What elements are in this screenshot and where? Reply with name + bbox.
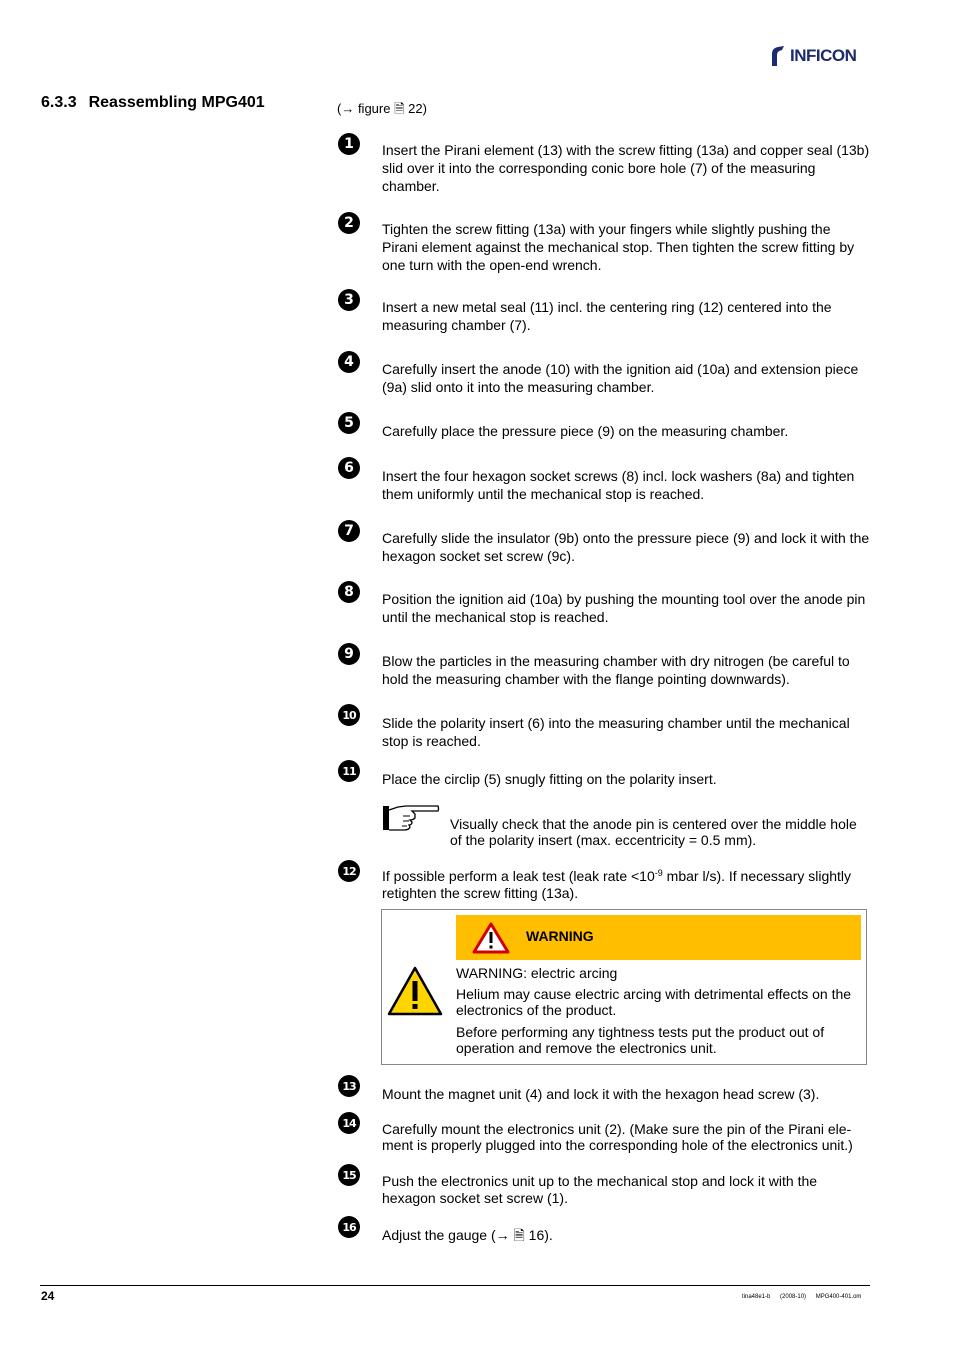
step-text-12-before: If possible perform a leak test (leak rate <10: [382, 868, 655, 884]
page-number: 24: [41, 1289, 55, 1303]
step-number-8: 8: [338, 581, 360, 603]
step-text-10: Slide the polarity insert (6) into the measuring chamber until the mechanical stop is reached.: [382, 715, 850, 749]
inficon-logo-mark-icon: [768, 44, 788, 68]
step-number-11: 11: [338, 760, 360, 782]
section-heading: [41, 94, 265, 112]
step-text-15: Push the electronics unit up to the mechanical stop and lock it with the hexagon socket set screw (1).: [382, 1173, 818, 1206]
step-text-1: Insert the Pirani element (13) with the screw fitting (13a) and copper seal (13b) slid over it into the corresponding conic bore hole (7) of the measuring chamber.: [382, 142, 870, 194]
pointing-hand-icon: [382, 802, 440, 832]
step-number-9: 9: [338, 643, 360, 665]
note-text: Visually check that the anode pin is centered over the middle hole of the polarity insert (max. eccentricity = 0.5 mm).: [450, 816, 857, 848]
step-text-8: Position the ignition aid (10a) by pushing the mounting tool over the anode pin until the mechanical stop is reached.: [382, 591, 866, 625]
step-number-15: 15: [338, 1164, 360, 1186]
figure-reference[interactable]: (→ figure 🗎 22): [337, 101, 427, 116]
section-title: Reassembling MPG401: [88, 94, 265, 111]
step-number-7: 7: [338, 520, 360, 542]
warning-paragraph-2: Before performing any tightness tests put the product out of operation and remove the electronics unit.: [456, 1024, 825, 1056]
step-text-2: Tighten the screw fitting (13a) with your fingers while slightly pushing the Pirani element against the mechanical stop. Then tighten the screw fitting by one turn with the open-end wrench.: [382, 221, 855, 273]
footer-date: (2008-10): [780, 1294, 807, 1300]
step-text-3: Insert a new metal seal (11) incl. the centering ring (12) centered into the measuring chamber (7).: [382, 299, 832, 333]
step-number-12: 12: [338, 860, 360, 882]
step-number-13: 13: [338, 1075, 360, 1097]
step-text-4: Carefully insert the anode (10) with the ignition aid (10a) and extension piece (9a) slid onto it into the measuring chamber.: [382, 361, 859, 395]
footer-doc-id: tina48e1-b: [742, 1294, 771, 1300]
step-number-6: 6: [338, 457, 360, 479]
step-number-14: 14: [338, 1112, 360, 1134]
step-text-7: Carefully slide the insulator (9b) onto the pressure piece (9) and lock it with the hexagon socket set screw (9c).: [382, 530, 870, 564]
step-text-12-exponent: -9: [654, 868, 663, 878]
step-number-10: 10: [338, 704, 360, 726]
step-number-4: 4: [338, 351, 360, 373]
footer-meta: [742, 1294, 861, 1300]
warning-heading: WARNING: electric arcing: [456, 965, 618, 981]
footer-rule: [40, 1285, 870, 1286]
step-text-12-after: mbar l/s). If necessary slightly retighten the screw fitting (13a).: [382, 868, 852, 901]
logo-text: INFICON: [790, 46, 857, 65]
warning-label: WARNING: [526, 928, 594, 944]
footer-file: MPG400-401.om: [815, 1294, 862, 1300]
step-number-16: 16: [338, 1216, 360, 1238]
warning-header-bar: [456, 915, 861, 960]
warning-paragraph-1: Helium may cause electric arcing with detrimental effects on the electronics of the product.: [456, 986, 852, 1018]
step-text-6: Insert the four hexagon socket screws (8) incl. lock washers (8a) and tighten them uniformly until the mechanical stop is reached.: [382, 468, 855, 502]
step-text-14: Carefully mount the electronics unit (2). (Make sure the pin of the Pirani ele-ment is properly plugged into the corresponding hole of the electronics unit.): [382, 1121, 853, 1153]
step-text-9: Blow the particles in the measuring chamber with dry nitrogen (be careful to hold the measuring chamber with the flange pointing downwards).: [382, 653, 850, 687]
step-number-1: 1: [338, 133, 360, 155]
step-number-5: 5: [338, 412, 360, 434]
step-text-5: Carefully place the pressure piece (9) on the measuring chamber.: [382, 423, 789, 439]
section-number: 6.3.3: [41, 94, 77, 111]
step-text-16[interactable]: Adjust the gauge (→ 🗎 16).: [382, 1227, 553, 1243]
step-number-2: 2: [338, 212, 360, 234]
step-number-3: 3: [338, 289, 360, 311]
step-text-11: Place the circlip (5) snugly fitting on the polarity insert.: [382, 771, 717, 787]
inficon-logo: [768, 44, 856, 68]
warning-triangle-icon: [387, 966, 443, 1016]
step-text-13: Mount the magnet unit (4) and lock it with the hexagon head screw (3).: [382, 1086, 820, 1102]
step-text-12: [382, 868, 870, 902]
warning-triangle-small-icon: [472, 922, 510, 954]
